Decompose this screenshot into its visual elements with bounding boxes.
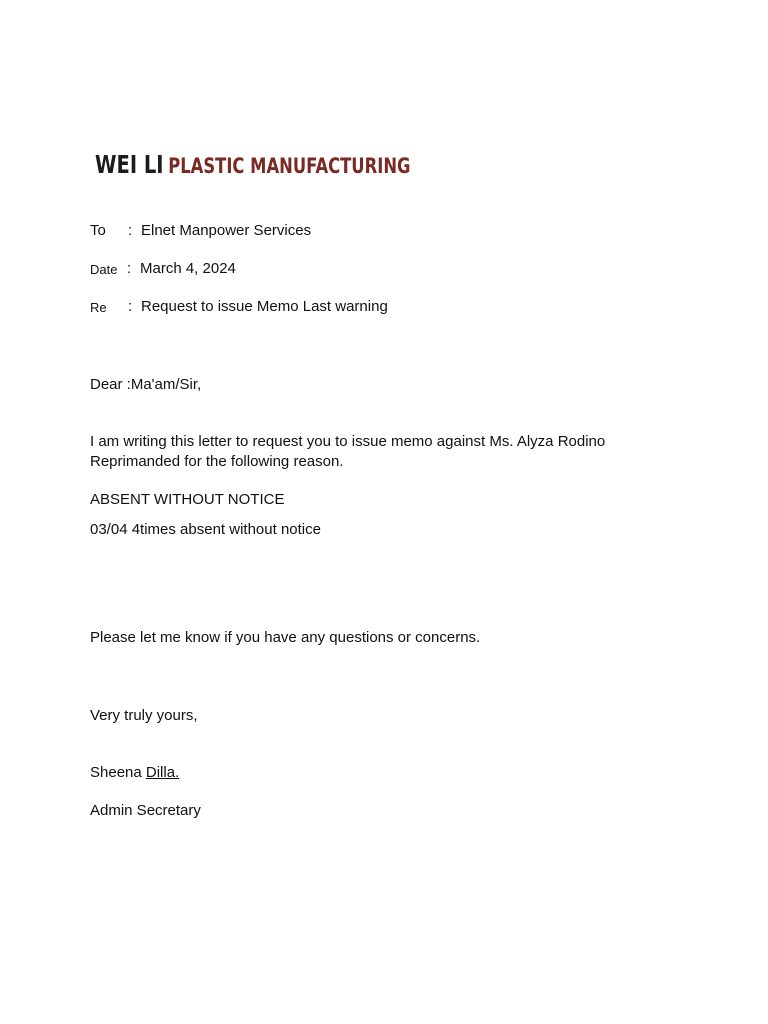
signatory-title: Admin Secretary — [90, 802, 201, 819]
date-label: Date — [90, 262, 118, 277]
closing-phrase: Very truly yours, — [90, 707, 198, 724]
to-value: Elnet Manpower Services — [141, 222, 312, 239]
paragraph-line-1: I am writing this letter to request you to issue memo against Ms. Alyza Rodino — [90, 433, 606, 450]
signatory-last-name: Dilla. — [145, 764, 180, 781]
signatory-first-name: Sheena — [90, 764, 142, 781]
signatory-name — [90, 763, 179, 783]
date-colon: : — [127, 260, 132, 277]
logo-text-plastic-manufacturing: PLASTIC MANUFACTURING — [168, 154, 411, 178]
logo-text-weili: WEI LI — [95, 150, 164, 179]
closing-note: Please let me know if you have any questions or concerns. — [90, 629, 481, 646]
re-label: Re — [90, 300, 107, 315]
paragraph-line-2: Reprimanded for the following reason. — [90, 453, 344, 470]
re-colon: : — [128, 298, 133, 315]
company-logo — [95, 150, 410, 179]
salutation: Dear :Ma'am/Sir, — [90, 376, 202, 393]
to-colon: : — [128, 222, 133, 239]
offense-heading: ABSENT WITHOUT NOTICE — [90, 491, 285, 508]
re-value: Request to issue Memo Last warning — [141, 298, 388, 315]
date-value: March 4, 2024 — [140, 260, 236, 277]
to-label: To — [90, 222, 106, 239]
offense-detail: 03/04 4times absent without notice — [90, 521, 321, 538]
